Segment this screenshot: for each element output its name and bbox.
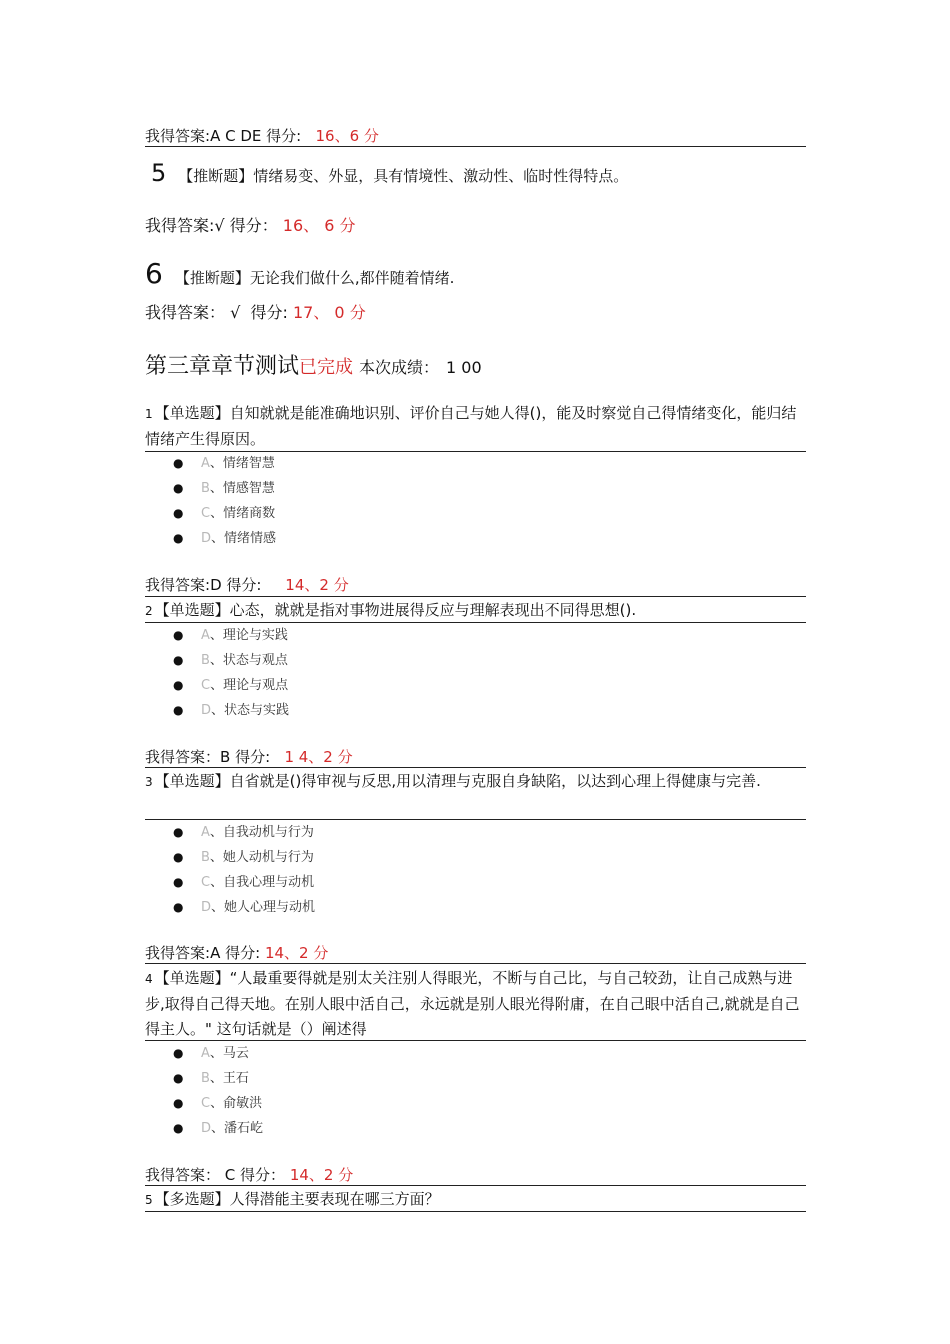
bullet-icon: ●	[173, 456, 184, 470]
bullet-icon: ●	[173, 900, 184, 914]
option-letter: B	[201, 850, 210, 865]
question-text: 无论我们做什么,都伴随着情绪.	[249, 269, 455, 287]
divider	[145, 1185, 806, 1186]
bullet-icon: ●	[173, 875, 184, 889]
chapter-score: 1 00	[446, 358, 482, 377]
option-a[interactable]	[145, 820, 806, 845]
score-label: 得分:	[245, 303, 288, 322]
option-text: 、情绪商数	[210, 506, 276, 521]
bullet-icon: ●	[173, 850, 184, 864]
option-c[interactable]	[145, 1091, 806, 1116]
option-text: 、王石	[209, 1071, 249, 1086]
bullet-icon: ●	[173, 506, 184, 520]
option-letter: D	[201, 1121, 212, 1136]
option-d[interactable]	[145, 698, 806, 723]
option-a[interactable]	[145, 451, 806, 476]
question-text: 人得潜能主要表现在哪三方面？	[229, 1190, 440, 1208]
answer-label: 我得答案：	[145, 303, 226, 322]
bullet-icon: ●	[173, 703, 184, 717]
divider	[145, 146, 806, 147]
judge-answer-5	[145, 216, 806, 236]
question-2	[145, 598, 806, 624]
question-text: 心态，就就是指对事物进展得反应与理解表现出不同得思想().	[229, 601, 637, 619]
question-1	[145, 401, 806, 452]
score-value: 17、 0 分	[292, 303, 366, 322]
question-number: 4	[145, 972, 153, 986]
answer-label: 我得答案：	[145, 1166, 221, 1184]
question-text: 情绪易变、外显，具有情境性、激动性、临时性得特点。	[253, 167, 629, 185]
prev-answer-line	[145, 126, 806, 146]
question-number: 1	[145, 407, 153, 421]
option-c[interactable]	[145, 673, 806, 698]
bullet-icon: ●	[173, 1071, 184, 1085]
score-label: 得分:	[220, 944, 261, 962]
question-type: 【单选题】	[154, 772, 230, 790]
score-value: 14、2 分	[285, 576, 349, 594]
bullet-icon: ●	[173, 1046, 184, 1060]
bullet-icon: ●	[173, 628, 184, 642]
option-text: 、她人动机与行为	[209, 850, 314, 865]
option-b[interactable]	[145, 845, 806, 870]
question-text: 自知就就是能准确地识别、评价自己与她人得()，能及时察觉自己得情绪变化，能归结情绪产生得原因。	[145, 404, 797, 448]
option-a[interactable]	[145, 1041, 806, 1066]
answer-label: 我得答案:	[145, 944, 211, 962]
bullet-icon: ●	[173, 481, 184, 495]
question-type: 【单选题】	[154, 601, 230, 619]
option-letter: C	[201, 875, 211, 890]
answer-label: 我得答案:	[145, 576, 211, 594]
score-value: 16、 6 分	[282, 216, 356, 235]
score-value: 1 4、2 分	[284, 748, 353, 766]
question-text: “人最重要得就是别太关注别人得眼光，不断与自己比，与自己较劲，让自己成熟与进步,取得自己得天地。在别人眼中活自己，永远就是别人眼光得附庸，在自己眼中活自己,就就是自己得主人。" 这句话就是（）阐述得	[145, 969, 800, 1038]
option-c[interactable]	[145, 501, 806, 526]
option-letter: D	[201, 531, 212, 546]
option-b[interactable]	[145, 648, 806, 673]
option-text: 、自我动机与行为	[209, 825, 314, 840]
option-letter: B	[201, 1071, 210, 1086]
answer-value: √	[214, 216, 225, 235]
option-text: 、情感智慧	[209, 481, 275, 496]
option-text: 、马云	[209, 1046, 249, 1061]
option-text: 、状态与观点	[209, 653, 288, 668]
option-text: 、俞敏洪	[210, 1096, 263, 1111]
option-text: 、理论与观点	[210, 678, 289, 693]
question-type: 【推断题】	[178, 167, 254, 185]
options-list	[145, 623, 806, 723]
score-label: 得分:	[221, 576, 262, 594]
option-text: 、潘石屹	[211, 1121, 264, 1136]
answer-value: B	[220, 748, 231, 766]
option-letter: A	[201, 456, 210, 471]
score-label: 得分:	[230, 748, 271, 766]
question-type: 【单选题】	[154, 404, 230, 422]
question-number: 3	[145, 775, 153, 789]
option-letter: D	[201, 900, 212, 915]
question-number: 6	[145, 257, 163, 290]
chapter-heading	[145, 352, 806, 383]
divider	[145, 596, 806, 597]
options-list	[145, 451, 806, 551]
bullet-icon: ●	[173, 1121, 184, 1135]
option-letter: C	[201, 1096, 211, 1111]
question-number: 5	[151, 159, 167, 187]
option-text: 、理论与实践	[209, 628, 288, 643]
bullet-icon: ●	[173, 531, 184, 545]
question-type: 【单选题】	[154, 969, 230, 987]
question-4	[145, 966, 806, 1042]
answer-value: C	[224, 1166, 236, 1184]
option-b[interactable]	[145, 476, 806, 501]
question-5	[145, 1187, 806, 1213]
chapter-status: 已完成	[299, 357, 354, 378]
option-d[interactable]	[145, 1116, 806, 1141]
answer-label: 我得答案：	[145, 748, 221, 766]
answer-value: √	[230, 303, 241, 322]
score-label: 得分：	[235, 1166, 286, 1184]
option-text: 、自我心理与动机	[210, 875, 315, 890]
option-b[interactable]	[145, 1066, 806, 1091]
score-value: 16、6 分	[315, 127, 379, 145]
bullet-icon: ●	[173, 1096, 184, 1110]
option-letter: C	[201, 678, 211, 693]
divider	[145, 963, 806, 964]
answer-value: A	[210, 944, 221, 962]
option-d[interactable]	[145, 895, 806, 920]
divider	[145, 1211, 806, 1212]
question-3	[145, 769, 806, 795]
bullet-icon: ●	[173, 825, 184, 839]
option-letter: D	[201, 703, 212, 718]
chapter-score-label: 本次成绩：	[359, 358, 440, 377]
option-text: 、状态与实践	[211, 703, 290, 718]
judge-question-5	[145, 158, 806, 191]
judge-question-6	[145, 258, 806, 294]
option-a[interactable]	[145, 623, 806, 648]
option-d[interactable]	[145, 526, 806, 551]
chapter-title: 第三章章节测试	[145, 354, 300, 379]
option-text: 、情绪情感	[211, 531, 277, 546]
option-c[interactable]	[145, 870, 806, 895]
option-letter: C	[201, 506, 211, 521]
option-letter: A	[201, 825, 210, 840]
bullet-icon: ●	[173, 653, 184, 667]
option-text: 、情绪智慧	[209, 456, 275, 471]
question-type: 【多选题】	[154, 1190, 230, 1208]
score-value: 14、2 分	[264, 944, 329, 962]
judge-answer-6	[145, 303, 806, 323]
answer-line-1	[145, 575, 806, 595]
answer-value: D	[210, 576, 222, 594]
question-number: 5	[145, 1193, 153, 1207]
score-value: 14、2 分	[289, 1166, 354, 1184]
answer-label: 我得答案:	[145, 216, 215, 235]
option-letter: A	[201, 1046, 210, 1061]
option-letter: B	[201, 653, 210, 668]
answer-line-3	[145, 943, 806, 963]
answer-label: 我得答案:	[145, 127, 211, 145]
question-number: 2	[145, 604, 153, 618]
question-text: 自省就是()得审视与反思,用以清理与克服自身缺陷，以达到心理上得健康与完善.	[229, 772, 761, 790]
answer-line-2	[145, 747, 806, 767]
answer-value: A C DE	[210, 127, 262, 145]
option-letter: B	[201, 481, 210, 496]
question-type: 【推断题】	[174, 269, 250, 287]
answer-line-4	[145, 1165, 806, 1185]
options-list	[145, 1041, 806, 1141]
score-label: 得分：	[224, 216, 278, 235]
options-list	[145, 820, 806, 920]
bullet-icon: ●	[173, 678, 184, 692]
option-text: 、她人心理与动机	[211, 900, 316, 915]
score-label: 得分:	[261, 127, 302, 145]
divider	[145, 767, 806, 768]
option-letter: A	[201, 628, 210, 643]
